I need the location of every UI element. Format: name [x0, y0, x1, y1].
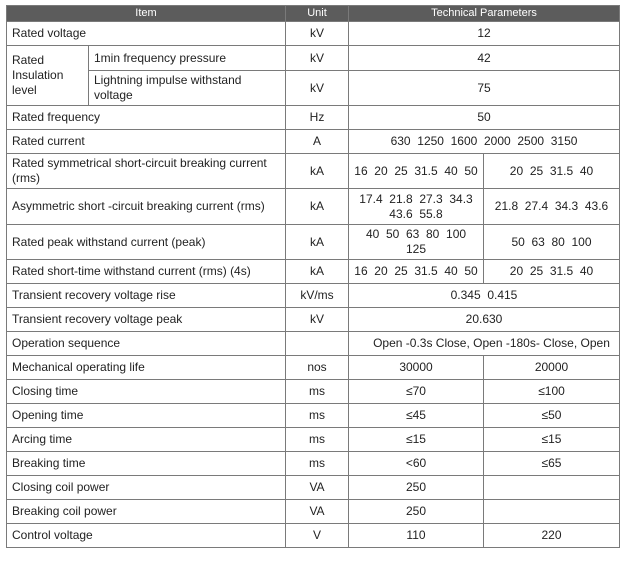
- value-cell-a: 16 20 25 31.5 40 50: [349, 154, 484, 189]
- unit-cell: ms: [286, 404, 349, 428]
- table-row: [7, 380, 620, 404]
- item-cell: Opening time: [7, 404, 286, 428]
- value-cell: 20.630: [349, 308, 620, 332]
- unit-cell: ms: [286, 428, 349, 452]
- item-cell: 1min frequency pressure: [89, 46, 286, 71]
- item-cell: Closing time: [7, 380, 286, 404]
- unit-cell: nos: [286, 356, 349, 380]
- value-cell-a: ≤70: [349, 380, 484, 404]
- value-cell: Open -0.3s Close, Open -180s- Close, Open: [349, 332, 620, 356]
- value-cell-a: 40 50 63 80 100 125: [349, 225, 484, 260]
- value-cell: 75: [349, 71, 620, 106]
- header-params: Technical Parameters: [349, 6, 620, 22]
- table-row: [7, 332, 620, 356]
- value-cell: 50: [349, 106, 620, 130]
- item-cell: Rated peak withstand current (peak): [7, 225, 286, 260]
- technical-parameters-table: [6, 5, 620, 548]
- table-row: [7, 225, 620, 260]
- value-cell-b: 50 63 80 100: [484, 225, 620, 260]
- table-row: [7, 189, 620, 225]
- table-row: [7, 404, 620, 428]
- item-cell: Operation sequence: [7, 332, 286, 356]
- table-row: [7, 22, 620, 46]
- table-row: [7, 106, 620, 130]
- header-row: [7, 6, 620, 22]
- value-cell-b: 20000: [484, 356, 620, 380]
- table-row: [7, 284, 620, 308]
- item-cell: Rated current: [7, 130, 286, 154]
- unit-cell: kA: [286, 260, 349, 284]
- unit-cell: Hz: [286, 106, 349, 130]
- item-cell: Mechanical operating life: [7, 356, 286, 380]
- value-cell-a: 250: [349, 500, 484, 524]
- value-cell-b: 20 25 31.5 40: [484, 154, 620, 189]
- value-cell-b: 20 25 31.5 40: [484, 260, 620, 284]
- value-cell-a: 17.4 21.8 27.3 34.3 43.6 55.8: [349, 189, 484, 225]
- unit-cell: VA: [286, 500, 349, 524]
- item-cell: Transient recovery voltage peak: [7, 308, 286, 332]
- unit-cell: kA: [286, 189, 349, 225]
- value-cell-a: <60: [349, 452, 484, 476]
- unit-cell: VA: [286, 476, 349, 500]
- table-row: [7, 356, 620, 380]
- item-cell: Breaking time: [7, 452, 286, 476]
- insulation-group-cell: Rated Insulation level: [7, 46, 89, 106]
- table-row: [7, 476, 620, 500]
- unit-cell: kA: [286, 225, 349, 260]
- table-row: [7, 154, 620, 189]
- table-row: [7, 260, 620, 284]
- value-cell-b: 220: [484, 524, 620, 548]
- unit-cell: ms: [286, 452, 349, 476]
- table-row: [7, 500, 620, 524]
- item-cell: Control voltage: [7, 524, 286, 548]
- item-cell: Transient recovery voltage rise: [7, 284, 286, 308]
- unit-cell: kA: [286, 154, 349, 189]
- item-cell: Closing coil power: [7, 476, 286, 500]
- value-cell-a: 30000: [349, 356, 484, 380]
- item-cell: Rated short-time withstand current (rms) (4s): [7, 260, 286, 284]
- item-cell: Rated voltage: [7, 22, 286, 46]
- value-cell: 630 1250 1600 2000 2500 3150: [349, 130, 620, 154]
- unit-cell: kV: [286, 46, 349, 71]
- value-cell-b: [484, 476, 620, 500]
- value-cell-b: ≤65: [484, 452, 620, 476]
- header-unit: Unit: [286, 6, 349, 22]
- table-row: [7, 452, 620, 476]
- item-cell: Arcing time: [7, 428, 286, 452]
- value-cell-b: ≤15: [484, 428, 620, 452]
- unit-cell: kV: [286, 71, 349, 106]
- unit-cell: kV: [286, 22, 349, 46]
- unit-cell: kV/ms: [286, 284, 349, 308]
- value-cell-b: [484, 500, 620, 524]
- spec-table-container: [6, 5, 620, 548]
- table-row: [7, 308, 620, 332]
- value-cell-a: 16 20 25 31.5 40 50: [349, 260, 484, 284]
- value-cell-a: ≤45: [349, 404, 484, 428]
- item-cell: Lightning impulse withstand voltage: [89, 71, 286, 106]
- value-cell: 12: [349, 22, 620, 46]
- unit-cell: V: [286, 524, 349, 548]
- value-cell-b: 21.8 27.4 34.3 43.6: [484, 189, 620, 225]
- unit-cell: ms: [286, 380, 349, 404]
- value-cell: 42: [349, 46, 620, 71]
- table-row: [7, 428, 620, 452]
- value-cell-a: 110: [349, 524, 484, 548]
- table-row: [7, 524, 620, 548]
- value-cell-a: ≤15: [349, 428, 484, 452]
- header-item: Item: [7, 6, 286, 22]
- item-cell: Rated frequency: [7, 106, 286, 130]
- item-cell: Breaking coil power: [7, 500, 286, 524]
- table-row: [7, 46, 620, 71]
- table-row: [7, 130, 620, 154]
- unit-cell: [286, 332, 349, 356]
- value-cell-b: ≤50: [484, 404, 620, 428]
- value-cell-b: ≤100: [484, 380, 620, 404]
- item-cell: Asymmetric short -circuit breaking current (rms): [7, 189, 286, 225]
- unit-cell: A: [286, 130, 349, 154]
- value-cell-a: 250: [349, 476, 484, 500]
- value-cell: 0.345 0.415: [349, 284, 620, 308]
- item-cell: Rated symmetrical short-circuit breaking current (rms): [7, 154, 286, 189]
- unit-cell: kV: [286, 308, 349, 332]
- table-row: [7, 71, 620, 106]
